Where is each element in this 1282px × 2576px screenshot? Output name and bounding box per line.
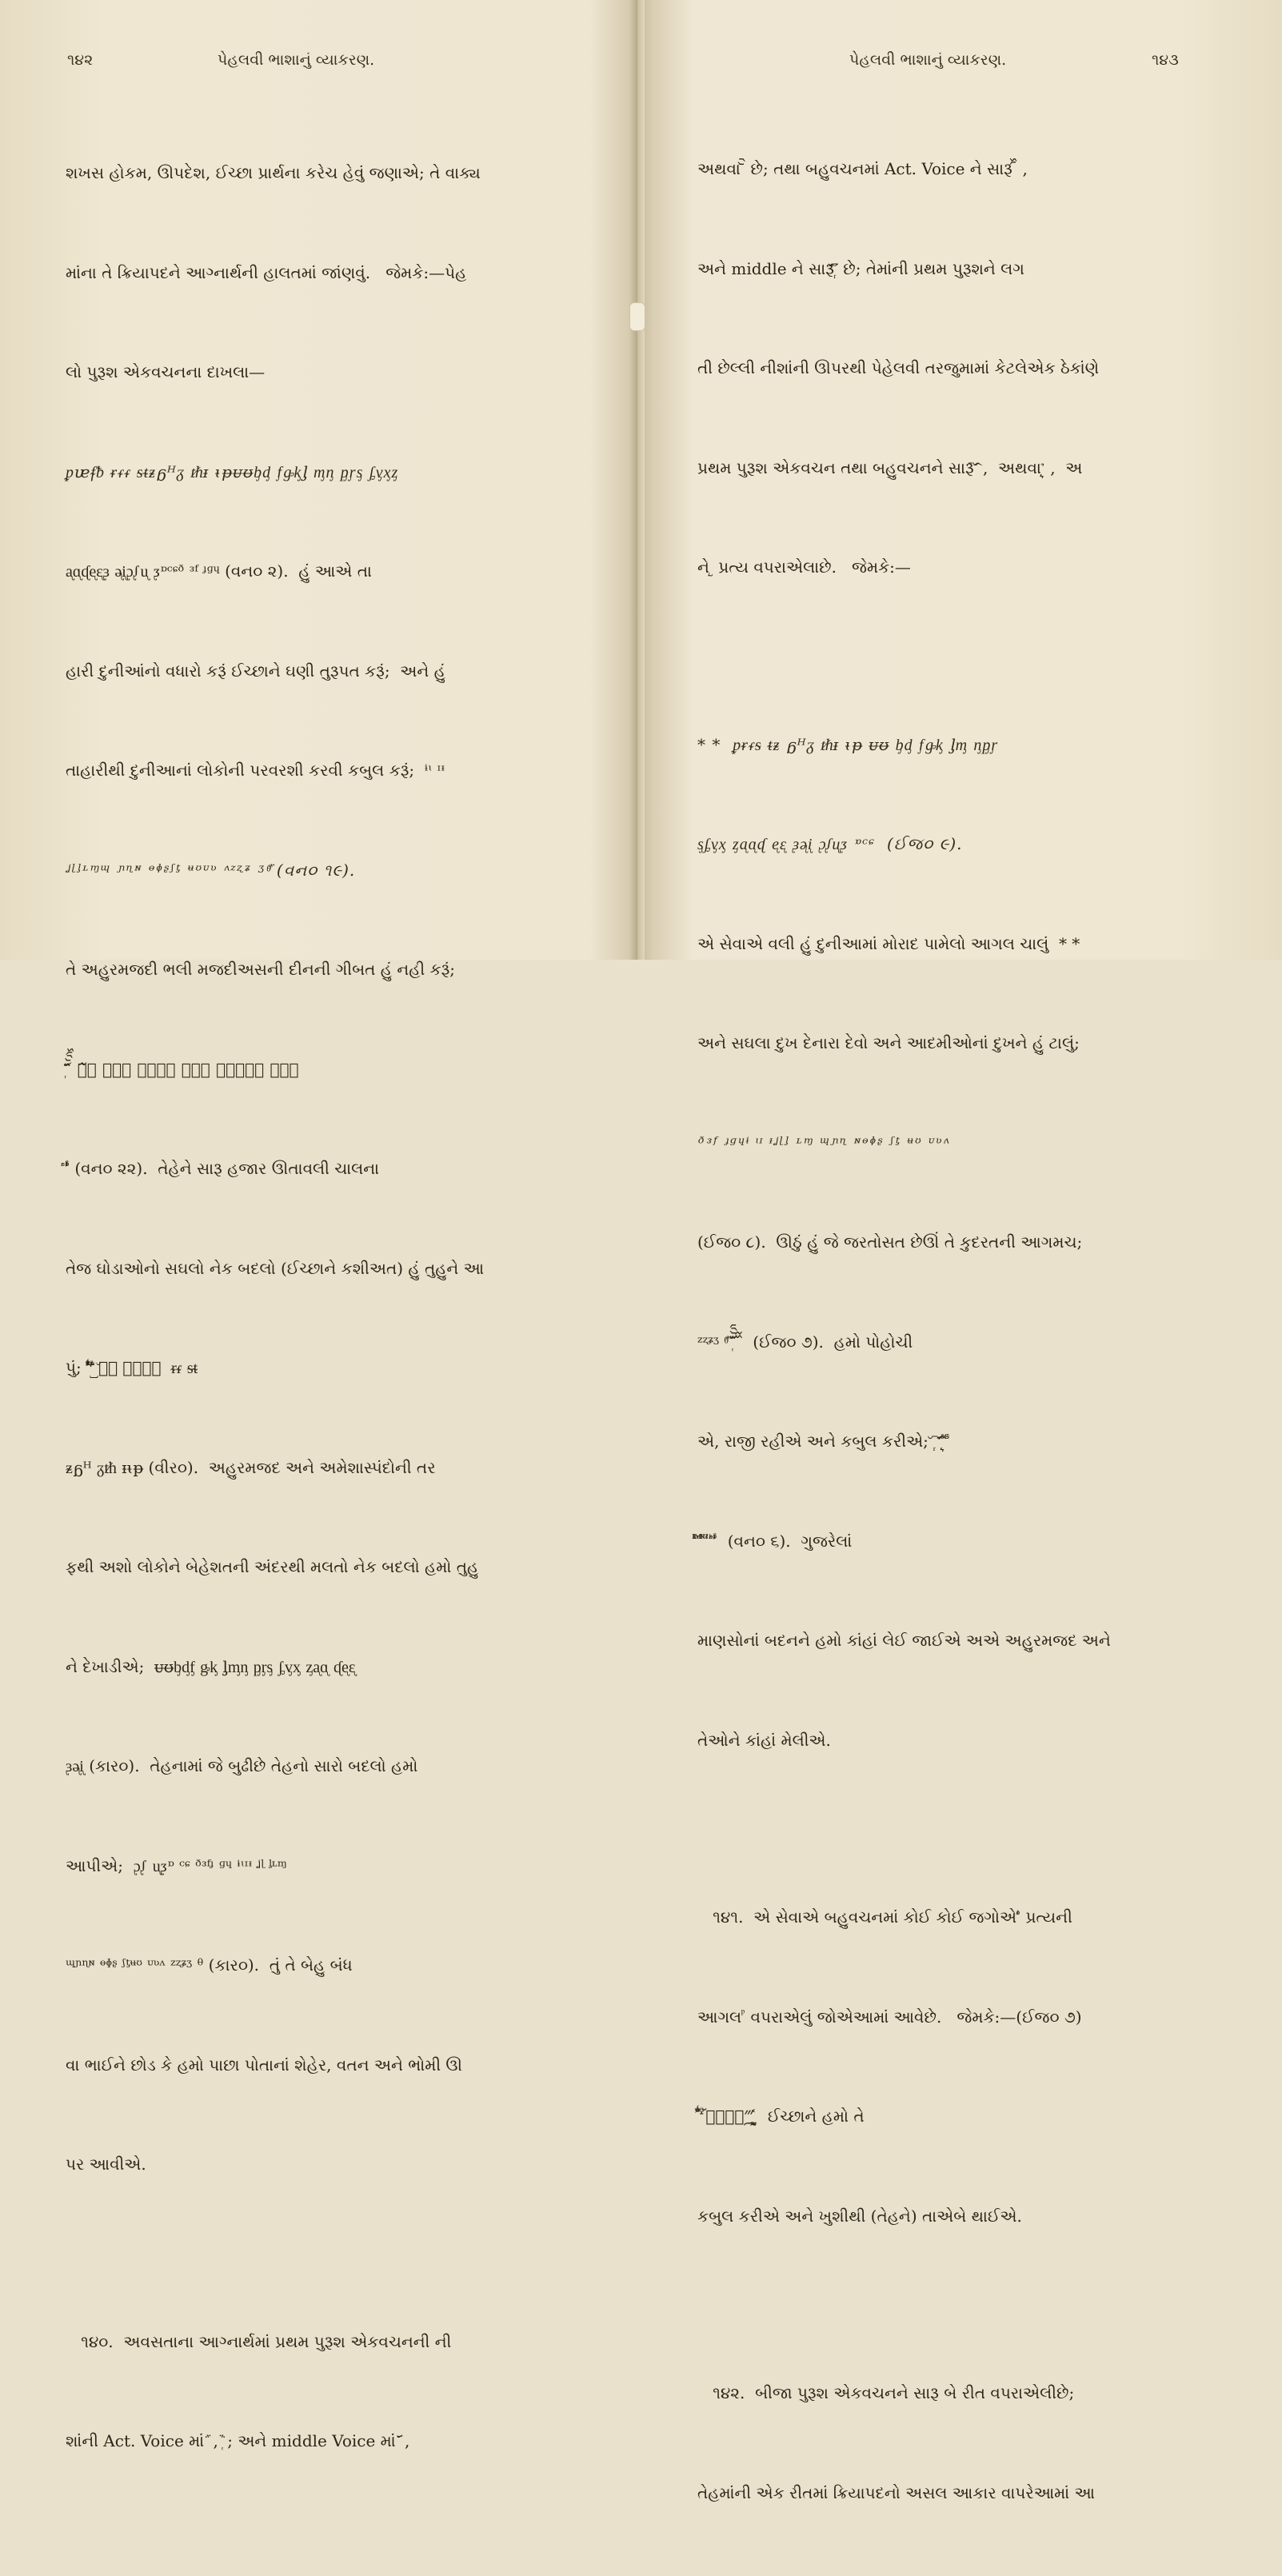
text-line: શખસ હોકમ, ઊપદેશ, ઈચ્છા પ્રાર્થના કરેચ હેવું જણાએ; તે વાક્ય xyxy=(66,163,481,182)
text-line: ને દેખાડીએ; ᵾᵿᶀᶁᶂ ᶃᶄ ᶅᶆᶇ ᶈᶉᶊ ᶋᶌᶍ ᶎᶏᶐ ᶑᶒᶓ xyxy=(66,1656,356,1676)
text-line: તી છેલ્લી નીશાંની ઊપરથી પેહેલવી તરજુમામાં કેટલેએક ઠેકાંણે xyxy=(697,358,1100,377)
text-line: આપીએ; ᶗᶘ ᶙᶚᶛ ᶜᶝ ᶞᶟᶠᶡ ᶢᶣ ᶤᶥᶦᶧ ᶨᶩ ᶪᶫᶬ xyxy=(66,1855,288,1875)
text-line: પ્રથમ પુરૂશ એકવચન તથા બહુવચનને સારૂ ᷌᷍ , અથવા ᷎᷏ , અ xyxy=(697,457,1083,477)
paragraph-141-line: આગલ ᷮ વપરાએલું જોએઆમાં આવેછે. જેમકે:—(ઈજ૦ ૭) xyxy=(697,2007,1082,2027)
text-line: ᶻᶼᶽᶾ ᶿ᷀ ᷂᷁᷃ ᷄᷅᷆᷇ ᷈᷉ (ઈજ૦ ૭). હમો પોહોચી xyxy=(697,1332,913,1352)
right-page xyxy=(640,0,1282,2502)
left-page-body xyxy=(66,90,561,2525)
text-line: (ઈજ૦ ૮). ઊઠું હું જે જરતોસત છેઊં તે કુદરતની આગમચ; xyxy=(697,1232,1083,1252)
text-line: ᶔᶕᶖ (કાર૦). તેહનામાં જે બુઢીછે તેહનો સારો બદલો હમો xyxy=(66,1756,418,1775)
paragraph-141-line: કબુલ કરીએ અને ખુશીથી (તેહને) તાએબે થાઈએ. xyxy=(697,2206,1022,2226)
text-line: તેજ ઘોડાઓનો સઘલો નેક બદલો (ઈચ્છાને કશીઅત) હું તુહુને આ xyxy=(66,1258,485,1278)
paragraph-140-line: શાંની Act. Voice માં ᷀ , ᷂᷁ ; અને middle Voice માં ᷃᷄ , xyxy=(66,2431,410,2450)
right-page-body xyxy=(697,86,1209,2576)
text-line: માંના તે ક્રિયાપદને આગ્નાર્થની હાલતમાં જાંણવું. જેમકે:—પેહ xyxy=(66,262,467,282)
text-line: ᷦᷧ ᷨᷩᷪᷫ (વન૦ ૨૨). તેહેને સારૂ હજાર ઊતાવલી ચાલના xyxy=(66,1159,380,1178)
text-line: પર આવીએ. xyxy=(66,2155,146,2174)
text-line: તે અહુરમજદી ભલી મજદીઅસની દીનની ગીબત હું નહી કરૂં; xyxy=(66,960,456,979)
pahlavi-line: ᵱᵫᵮᵬ ᵲᵳᵳ ᵴᵵᵶᵷᵸᵹ ᵺᵻ ᵼᵽᵾᵿᶀᶁ ᶂᶃᶄᶅ ᶆᶇ ᶈᶉᶊ ᶋᶌᶍᶎ xyxy=(66,461,399,481)
text-line: ᷜᷝᷞ ᷟᷠ ᷡᷢ ᷣᷤᷥ ᷦᷧᷨ ᷩᷪᷫ (વન૦ ૬). ગુજરેલાં xyxy=(697,1531,853,1551)
text-line: ᵶᵷᵸ ᵹᵺ ᵻᵼᵽ (વીર૦). અહુરમજદ અને અમેશાસ્પંદોની તર xyxy=(66,1457,436,1477)
left-page xyxy=(0,0,632,2450)
text-line: તેઓને કાંહાં મેલીએ. xyxy=(697,1730,831,1750)
paragraph-gap xyxy=(66,2248,561,2259)
text-line: તાહારીથી દુનીઆનાં લોકોની પરવરશી કરવી કબુલ કરૂં; ᶤᶥ ᶦᶧ xyxy=(66,761,445,780)
pahlavi-line: ᶨᶩᶪᶫᶬᶭ ᶮᶯᶰ ᶱᶲᶳᶴᶵ ᶶᶷᶸᶹ ᶺᶻᶼᶽ ᶾᶿ᷀ (વન૦ ૧૯). xyxy=(66,860,356,880)
paragraph-142-line: ૧૪૨. બીજા પુરૂશ એકવચનને સારૂ બે રીત વપરાએલીછે; xyxy=(697,2383,1075,2402)
text-line: અને સઘલા દુખ દેનારા દેવો અને આદમીઓનાં દુખને હું ટાલું; xyxy=(697,1033,1080,1052)
pahlavi-line: * * ᵱᵲᵳᵴ ᵵᵶ ᵷᵸᵹ ᵺᵻ ᵼᵽ ᵾᵿ ᶀᶁ ᶂᶃᶄ ᶅᶆ ᶇᶈᶉ xyxy=(697,734,999,754)
paragraph-gap xyxy=(697,651,1209,662)
pahlavi-line: ᶞᶟᶠ ᶡᶢᶣᶤ ᶥᶦ ᶧᶨᶩᶪ ᶫᶬ ᶭᶮᶯ ᶰᶱᶲᶳ ᶴᶵ ᶶᶷ ᶸᶹᶺ xyxy=(697,1132,950,1152)
binding-thread xyxy=(636,0,637,960)
left-running-title: પેહલવી ભાશાનું વ્યાકરણ. xyxy=(218,51,375,69)
text-line: પું; ᷬᷭᷮᷯᷰᷱᷲ ᷳᷴ᷵ ᷹᷷᷸᷶ ᷺᷻ ᷽᷿᷾᷼ ᵲᵳ ᵴᵵ xyxy=(66,1358,198,1377)
pahlavi-line: ᷂᷁᷃ ᷄᷅᷆᷇᷈ ᷊᷉᷋ ᷎᷌᷍ ᷏ᷘᷙᷚ ᷛᷜᷝ ᷞᷟᷠᷡᷢ ᷣᷤᷥ xyxy=(66,1059,300,1079)
text-line: અથવા ᷅᷆ છે; તથા બહુવચનમાં Act. Voice ને સારૂ ᷇᷈ , xyxy=(697,159,1028,178)
text-line: ને ᷐ પ્રત્ય વપરાએલાછે. જેમકે:— xyxy=(697,557,911,577)
text-line: એ સેવાએ વલી હું દુનીઆમાં મોરાદ પામેલો આગલ ચાલું * * xyxy=(697,933,1080,953)
text-line: વા ભાઈને છોડ કે હમો પાછા પોતાનાં શેહેર, વતન અને ભોમી ઊ xyxy=(66,2055,463,2075)
text-line: હારી દુનીઆંનો વધારો કરૂં ઈચ્છાને ઘણી તુરૂપત કરૂં; અને હું xyxy=(66,661,445,681)
right-running-title: પેહલવી ભાશાનું વ્યાકરણ. xyxy=(849,51,1007,69)
text-line: અને middle ને સારૂ ᷊᷉᷋ છે; તેમાંની પ્રથમ પુરૂશને લગ xyxy=(697,258,1024,278)
left-page-number: ૧૪૨ xyxy=(67,51,94,69)
text-line: ફથી અશો લોકોને બેહેશતની અંદરથી મલતો નેક બદલો હમો તુહુ xyxy=(66,1557,479,1576)
paragraph-141-line: ᷯᷰᷱ ᷲᷳ ᷴ᷵᷶ ᷺᷹᷷᷸ ᷻᷼ ᷽᷿᷾ ઈચ્છાને હમો તે xyxy=(697,2107,865,2126)
right-page-number: ૧૪૩ xyxy=(1152,51,1179,69)
text-line: એ, રાજી રહીએ અને કબુલ કરીએ; ᷊᷋ ᷎᷌᷍ ᷏ᷘᷙ ᷚᷛ xyxy=(697,1432,950,1451)
paragraph-gap xyxy=(697,1823,1209,1835)
text-line: લો પુરૂશ એકવચનના દાખલા— xyxy=(66,362,266,381)
paragraph-141-line: ૧૪૧. એ સેવાએ બહુવચનમાં કોઈ કોઈ જગોએ ᷬᷭ પ્રત્યની xyxy=(697,1907,1072,1927)
text-line: ᶭᶮᶯᶰ ᶱᶲᶳ ᶴᶵᶶᶷ ᶸᶹᶺ ᶻᶼᶽᶾ ᶿ (કાર૦). તું તે બેહુ બંધ xyxy=(66,1955,353,1975)
pahlavi-line: ᶊᶋᶌᶍ ᶎᶏᶐᶑ ᶒᶓ ᶔᶕᶖ ᶗᶘᶙᶚ ᶛᶜᶝ (ઈજ૦ ૯). xyxy=(697,834,963,853)
paragraph-140-line: ૧૪૦. અવસતાના આગ્નાર્થમાં પ્રથમ પુરૂશ એકવચનની ની xyxy=(66,2331,452,2351)
text-line: માણસોનાં બદનને હમો કાંહાં લેઈ જાઈએ અએ અહુરમજદ અને xyxy=(697,1631,1111,1650)
paragraph-gap xyxy=(697,2299,1209,2310)
paragraph-142-line: તેહમાંની એક રીતમાં ક્રિયાપદનો અસલ આકાર વાપરેઆમાં આ xyxy=(697,2482,1095,2502)
text-line: ᶏᶐᶑᶒᶓᶔ ᶕᶖᶗᶘᶙ ᶚᶛᶜᶝᶞ ᶟᶠ ᶡᶢᶣ (વન૦ ૨). હું આએ તા xyxy=(66,561,372,581)
